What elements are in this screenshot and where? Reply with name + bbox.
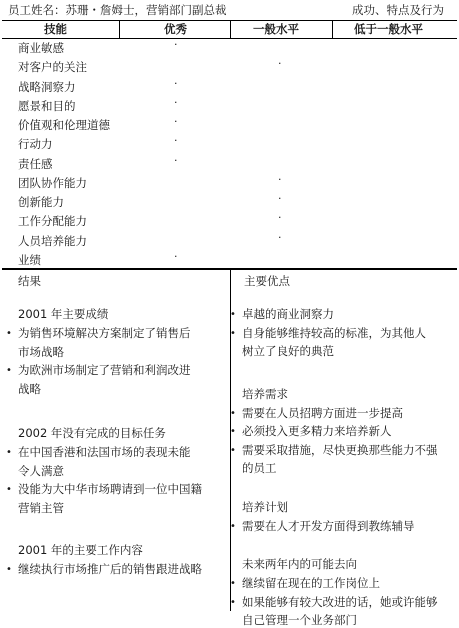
skill-label: 团队协作能力: [18, 175, 87, 190]
strengths-title: 主要优点: [244, 274, 290, 288]
bullet-text: 为欧洲市场制定了营销和利润改进: [18, 363, 191, 377]
section-heading: 培养需求: [242, 386, 288, 401]
bullet-icon: •: [230, 309, 236, 320]
skill-label: 行动力: [18, 137, 53, 152]
rating-mark: ·: [278, 57, 282, 71]
col-below-average: 低于一般水平: [354, 22, 423, 36]
bullet-text: 的员工: [242, 461, 277, 475]
col-skill: 技能: [44, 22, 67, 36]
skill-label: 人员培养能力: [18, 233, 87, 248]
col-rule: [2, 38, 457, 39]
bullet-text: 继续留在现在的工作岗位上: [242, 576, 380, 590]
bullet-text: 需要采取措施，尽快更换那些能力不强: [242, 442, 438, 457]
section-heading: 2001 年主要成绩: [18, 307, 109, 321]
bullet-icon: •: [230, 520, 236, 532]
skill-label: 战略洞察力: [18, 79, 76, 94]
bullet-text: 在中国香港和法国市场的表现未能: [18, 445, 191, 459]
bullet-text: 为销售环境解决方案制定了销售后: [18, 326, 191, 340]
rating-mark: ·: [174, 95, 178, 109]
bullet-text: 需要在人才开发方面得到教练辅导: [242, 518, 415, 533]
bullet-icon: •: [230, 444, 236, 456]
bullet-text: 自身能够维持较高的标准，为其他人: [242, 325, 426, 340]
bullet-text: 战略: [18, 381, 41, 396]
section-heading: 培养计划: [242, 499, 288, 514]
bullet-icon: •: [6, 365, 12, 376]
rating-mark: ·: [278, 211, 282, 225]
results-title: 结果: [18, 274, 41, 288]
col-average: 一般水平: [253, 22, 299, 36]
section-heading: 2001 年的主要工作内容: [18, 543, 143, 557]
bullet-icon: •: [6, 447, 12, 458]
bullet-text: 令人满意: [18, 463, 64, 478]
skill-label: 对客户的关注: [18, 60, 87, 75]
bullet-text: 必须投入更多精力来培养新人: [242, 424, 392, 438]
rating-mark: ·: [174, 115, 178, 128]
skill-label: 愿景和目的: [18, 98, 76, 113]
rating-mark: ·: [174, 153, 178, 167]
bullet-text: 如果能够有较大改进的话，她或许能够: [242, 594, 438, 609]
skill-label: 业绩: [18, 252, 41, 267]
section-heading: 2002 年没有完成的目标任务: [18, 426, 166, 440]
rating-mark: ·: [174, 134, 178, 148]
rating-mark: ·: [278, 192, 282, 205]
bullet-icon: •: [6, 328, 12, 339]
bullet-text: 需要在人员招聘方面进一步提高: [242, 405, 403, 420]
col-excellent: 优秀: [164, 22, 187, 36]
bullet-text: 没能为大中华市场聘请到一位中国籍: [18, 482, 202, 496]
skill-label: 责任感: [18, 156, 53, 171]
bullet-icon: •: [230, 578, 236, 589]
bullet-text: 市场战略: [18, 344, 64, 359]
skill-label: 商业敏感: [18, 41, 64, 55]
rating-mark: ·: [174, 76, 178, 90]
bullet-text: 营销主管: [18, 500, 64, 515]
bullet-icon: •: [6, 484, 12, 495]
section-label: 成功、特点及行为: [352, 3, 444, 17]
employee-label: 员工姓名：苏珊・詹姆士，营销部门副总裁: [8, 3, 227, 17]
bullet-icon: •: [230, 596, 236, 608]
bullet-text: 卓越的商业洞察力: [242, 307, 334, 321]
rating-mark: ·: [278, 172, 282, 186]
skill-label: 工作分配能力: [18, 214, 87, 229]
rating-mark: ·: [174, 38, 178, 51]
section-heading: 未来两年内的可能去向: [242, 557, 357, 571]
bullet-icon: •: [230, 327, 236, 339]
skill-label: 创新能力: [18, 195, 64, 209]
bullet-icon: •: [230, 407, 236, 419]
bullet-text: 继续执行市场推广后的销售跟进战略: [18, 562, 202, 576]
rating-mark: ·: [278, 230, 282, 244]
rating-mark: ·: [174, 249, 178, 263]
bullet-text: 树立了良好的典范: [242, 344, 334, 358]
bullet-icon: •: [230, 426, 236, 437]
bullet-text: 自己管理一个业务部门: [242, 613, 357, 627]
bullet-icon: •: [6, 564, 12, 575]
skill-label: 价值观和伦理道德: [18, 118, 110, 132]
